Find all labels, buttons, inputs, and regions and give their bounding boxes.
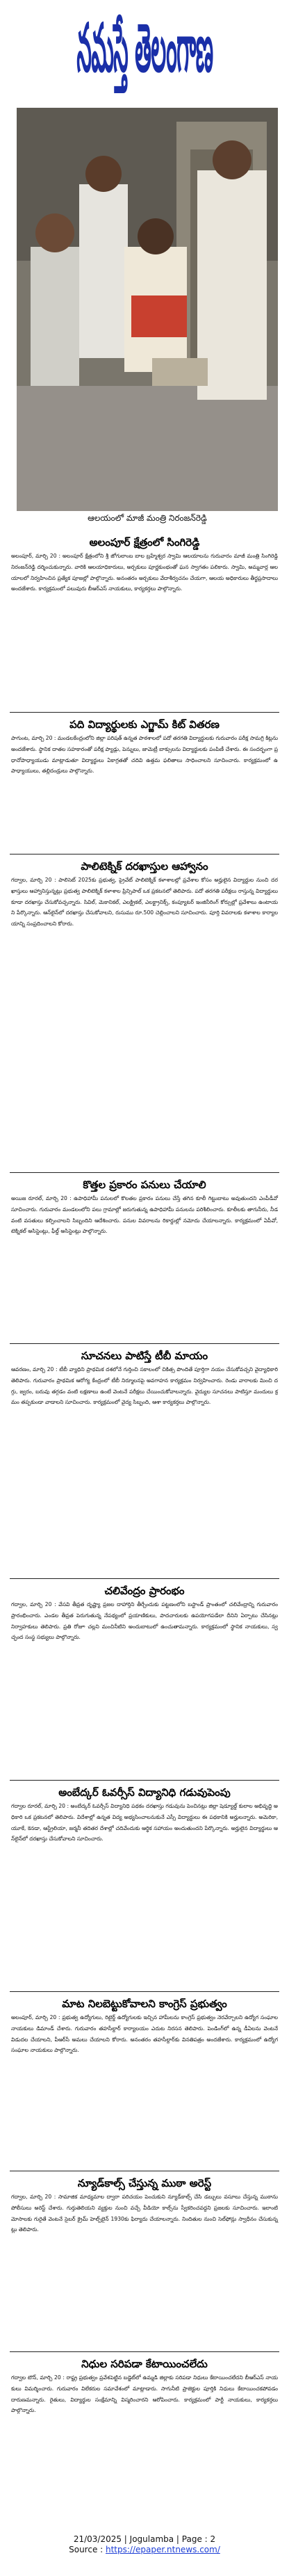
article-overseas-scheme <box>10 1784 279 1987</box>
article-divider <box>10 1578 279 1579</box>
article-body: గద్వాల రూరల్‌, మార్చి 20 : అంబేద్కర్‌ ఓవర్సీస్‌ విద్యానిధి పథకం దరఖాస్తు గడువును పెంచినట్లు జిల్లా షెడ్యూల్డ్‌ కులాల అభివృద్ధి అధికారి ఒక ప్రకటనలో తెలిపారు. విదేశాల్లో ఉన్నత విద్య అభ్యసించాలనుకునే ఎస్సీ విద్యార్థులు ఈ పథకానికి అర్హులన్నారు. అమెరికా, యూకే, కెనడా, ఆస్ట్రేలియా, జర్మనీ తదితర దేశాల్లో చదివేందుకు ఆర్థిక సహాయం అందుతుందని పేర్కొన్నారు. అర్హులైన విద్యార్థులు ఆన్‌లైన్‌లో దరఖాస్తు చేసుకోవాలని సూచించారు. <box>11 1803 278 1842</box>
article-exam-kits <box>10 716 279 851</box>
photo-caption: ఆలయంలో మాజీ మంత్రి నిరంజన్‌రెడ్డి <box>88 513 207 523</box>
article-body: గద్వాల, మార్చి 20 : వేసవి తీవ్రత దృష్ట్యా ప్రజల దాహార్తిని తీర్చేందుకు పట్టణంలోని బస్టాండ్‌ ప్రాంతంలో చలివేంద్రాన్ని గురువారం ప్రారంభించారు. ఎండల తీవ్రత పెరుగుతున్న నేపథ్యంలో ప్రయాణికులు, పాదచారులకు ఉపయోగపడేలా దీనిని ఏర్పాటు చేసినట్లు నిర్వాహకులు తెలిపారు. ప్రతి రోజూ చల్లని మంచినీటిని అందుబాటులో ఉంచుతామన్నారు. కార్యక్రమంలో స్థానిక నాయకులు, స్వచ్ఛంద సంస్థ సభ్యులు పాల్గొన్నారు. <box>11 1601 278 1641</box>
article-body: అలంపూర్‌, మార్చి 20 : ప్రభుత్వ ఉద్యోగులు, రిటైర్డ్‌ ఉద్యోగులకు ఇచ్చిన హామీలను కాంగ్రెస్‌ ప్రభుత్వం నెరవేర్చాలని ఉద్యోగ సంఘాల నాయకులు డిమాండ్‌ చేశారు. గురువారం తహసీల్దార్‌ కార్యాలయం ఎదుట నిరసన తెలిపారు. పెండింగ్‌లో ఉన్న డీఏలను వెంటనే విడుదల చేయాలని, పీఆర్‌సీ అమలు చేయాలని కోరారు. అనంతరం తహసీల్దార్‌కు వినతిపత్రం అందజేశారు. కార్యక్రమంలో ఉద్యోగ సంఘాల నాయకులు పాల్గొన్నారు. <box>11 2014 278 2054</box>
source-line <box>0 2545 289 2555</box>
article-headline: మాట నిలబెట్టుకోవాలని కాంగ్రెస్‌ ప్రభుత్వం <box>62 1998 227 2010</box>
article-divider <box>10 1780 279 1781</box>
temple-visit-photo <box>17 108 278 511</box>
source-label: Source : <box>69 2545 106 2554</box>
masthead <box>0 0 289 111</box>
article-body: గద్వాల, మార్చి 20 : పాలిసెట్‌ 2025కు ప్రభుత్వ, ప్రైవేట్‌ పాలిటెక్నిక్‌ కళాశాలల్లో ప్రవేశాల కోసం అర్హులైన విద్యార్థుల నుంచి దరఖాస్తులు ఆహ్వానిస్తున్నట్లు ప్రభుత్వ పాలిటెక్నిక్‌ కళాశాల ప్రిన్సిపాల్‌ ఒక ప్రకటనలో తెలిపారు. పదో తరగతి పరీక్షలు రాస్తున్న విద్యార్థులు కూడా దరఖాస్తు చేసుకోవచ్చన్నారు. సివిల్‌, మెకానికల్‌, ఎలక్ట్రికల్‌, ఎలక్ట్రానిక్స్‌, కంప్యూటర్‌ ఇంజినీరింగ్‌ కోర్సుల్లో ప్రవేశాలు ఉంటాయని పేర్కొన్నారు. ఆన్‌లైన్‌లో దరఖాస్తు చేసుకోవాలని, రుసుము రూ.500 చెల్లించాలని సూచించారు. పూర్తి వివరాలకు కళాశాల కార్యాలయాన్ని సంప్రదించాలని కోరారు. <box>11 877 278 927</box>
article-headline: చలివేంద్రం ప్రారంభం <box>104 1585 185 1597</box>
masthead-title: నమస్తే తెలంగాణ <box>76 8 213 87</box>
edition-date-line: 21/03/2025 | Jogulamba | Page : 2 <box>73 2534 216 2544</box>
article-gang-arrest <box>10 2175 279 2347</box>
article-divider <box>10 712 279 713</box>
article-divider <box>10 1343 279 1344</box>
page-footer <box>0 2534 289 2555</box>
article-divider <box>10 1991 279 1992</box>
article-divider <box>10 1172 279 1173</box>
article-alampur-visit <box>10 534 279 709</box>
article-body: అయిజ రూరల్‌, మార్చి 20 : ఉపాధిహామీ పనులలో కొలతల ప్రకారం పనులు చేస్తే తగిన కూలీ గిట్టుబాటు అవుతుందని ఎంపీడీవో సూచించారు. గురువారం మండలంలోని పలు గ్రామాల్లో జరుగుతున్న ఉపాధిహామీ పనులను పరిశీలించారు. కూలీలకు తాగునీరు, నీడ వంటి వసతులు కల్పించాలని సిబ్బందిని ఆదేశించారు. పనుల వివరాలను రికార్డుల్లో నమోదు చేయాలన్నారు. కార్యక్రమంలో ఏపీవో, టెక్నికల్‌ అసిస్టెంట్లు, ఫీల్డ్‌ అసిస్టెంట్లు పాల్గొన్నారు. <box>11 1195 278 1235</box>
article-measurement-works <box>10 1176 279 1340</box>
article-headline: సూచనలు పాటిస్తే టీబీ మాయం <box>81 1350 208 1362</box>
news-photo <box>17 108 278 511</box>
article-headline: అంబేద్కర్‌ ఓవర్సీస్‌ విద్యానిధి గడువుపెంపు <box>58 1786 231 1799</box>
article-body: గద్వాల టౌన్‌, మార్చి 20 : రాష్ట్ర ప్రభుత్వం ప్రవేశపెట్టిన బడ్జెట్‌లో ఉమ్మడి జిల్లాకు సరిపడా నిధులు కేటాయించలేదని బీఆర్‌ఎస్‌ నాయకులు విమర్శించారు. గురువారం విలేకరుల సమావేశంలో మాట్లాడారు. సాగునీటి ప్రాజెక్టుల పూర్తికి నిధులు కేటాయించకపోవడం దారుణమన్నారు. రైతులు, విద్యార్థుల సంక్షేమాన్ని విస్మరించారని ఆరోపించారు. కార్యక్రమంలో పార్టీ నాయకులు, కార్యకర్తలు పాల్గొన్నారు. <box>11 2374 278 2414</box>
article-body: అలంపూర్‌, మార్చి 20 : అలంపూర్‌ క్షేత్రంలోని శ్రీ జోగులాంబ బాల బ్రహ్మేశ్వర స్వామి ఆలయాలను గురువారం మాజీ మంత్రి సింగిరెడ్డి నిరంజన్‌రెడ్డి దర్శించుకున్నారు. వారికి ఆలయాధికారులు, అర్చకులు పూర్ణకుంభంతో ఘన స్వాగతం పలికారు. స్వామి, అమ్మవార్ల ఆలయాలలో నిర్వహించిన ప్రత్యేక పూజల్లో పాల్గొన్నారు. అనంతరం అర్చకులు వేదాశీర్వచనం చేయగా, ఆలయ అధికారులు తీర్థప్రసాదాలు అందజేశారు. కార్యక్రమంలో పలువురు బీఆర్‌ఎస్‌ నాయకులు, కార్యకర్తలు పాల్గొన్నారు. <box>11 553 278 592</box>
article-employee-demands <box>10 1995 279 2166</box>
article-headline: కొత్తల ప్రకారం పనులు చేయాలి <box>83 1178 206 1191</box>
article-body: గద్వాల, మార్చి 20 : సామాజిక మాధ్యమాల ద్వారా పరిచయం పెంచుకుని న్యూడ్‌కాల్స్‌ చేసి డబ్బులు వసూలు చేస్తున్న ముఠాను పోలీసులు అరెస్ట్‌ చేశారు. గుర్తుతెలియని వ్యక్తుల నుంచి వచ్చే వీడియో కాల్స్‌ను స్వీకరించవద్దని ప్రజలకు సూచించారు. ఇలాంటి మోసాలకు గురైతే వెంటనే సైబర్‌ క్రైమ్‌ హెల్ప్‌లైన్‌ 1930కు ఫిర్యాదు చేయాలన్నారు. నిందితుల నుంచి సెల్‌ఫోన్లు స్వాధీనం చేసుకున్నట్లు తెలిపారు. <box>11 2194 278 2233</box>
article-headline: న్యూడ్‌కాల్స్‌ చేస్తున్న ముఠా అరెస్ట్‌ <box>77 2177 212 2189</box>
article-body: పాగుంట, మార్చి 20 : మండలకేంద్రంలోని జిల్లా పరిషత్‌ ఉన్నత పాఠశాలలో పదో తరగతి విద్యార్థులకు గురువారం పరీక్ష సామగ్రి కిట్లను అందజేశారు. స్థానిక దాతల సహకారంతో పరీక్ష ప్యాడ్లు, పెన్నులు, జామెట్రీ బాక్సులను విద్యార్థులకు పంపిణీ చేశారు. ఈ సందర్భంగా ప్రధానోపాధ్యాయుడు మాట్లాడుతూ విద్యార్థులు ఏకాగ్రతతో చదివి ఉత్తమ ఫలితాలు సాధించాలని సూచించారు. కార్యక్రమంలో ఉపాధ్యాయులు, తల్లిదండ్రులు పాల్గొన్నారు. <box>11 735 278 775</box>
article-water-kiosk <box>10 1582 279 1777</box>
source-link[interactable]: https://epaper.ntnews.com/ <box>106 2545 220 2554</box>
article-headline: అలంపూర్‌ క్షేత్రంలో సింగిరెడ్డి <box>89 536 200 549</box>
article-headline: పాలిటెక్నిక్‌ దరఖాస్తుల ఆహ్వానం <box>81 860 208 873</box>
article-budget-funds <box>10 2356 279 2527</box>
article-body: ఆవరణం, మార్చి 20 : టీబీ వ్యాధిని ప్రాథమిక దశలోనే గుర్తించి సకాలంలో చికిత్స పొందితే పూర్తిగా నయం చేసుకోవచ్చని వైద్యాధికారి తెలిపారు. గురువారం ప్రాథమిక ఆరోగ్య కేంద్రంలో టీబీ నిర్మూలనపై అవగాహన కార్యక్రమం నిర్వహించారు. రెండు వారాలకు మించి దగ్గు, జ్వరం, బరువు తగ్గడం వంటి లక్షణాలు ఉంటే వెంటనే పరీక్షలు చేయించుకోవాలన్నారు. వైద్యుల సూచనలు పాటిస్తూ మందులు క్రమం తప్పకుండా వాడాలని సూచించారు. కార్యక్రమంలో వైద్య సిబ్బంది, ఆశా కార్యకర్తలు పాల్గొన్నారు. <box>11 1366 278 1406</box>
article-headline: నిధుల సరిపడా కేటాయించలేదు <box>81 2358 208 2370</box>
article-divider <box>10 2351 279 2352</box>
article-polytechnic <box>10 858 279 1169</box>
article-tb-awareness <box>10 1347 279 1574</box>
article-headline: పది విద్యార్థులకు ఎగ్జామ్‌ కిట్‌ వితరణ <box>69 718 220 731</box>
